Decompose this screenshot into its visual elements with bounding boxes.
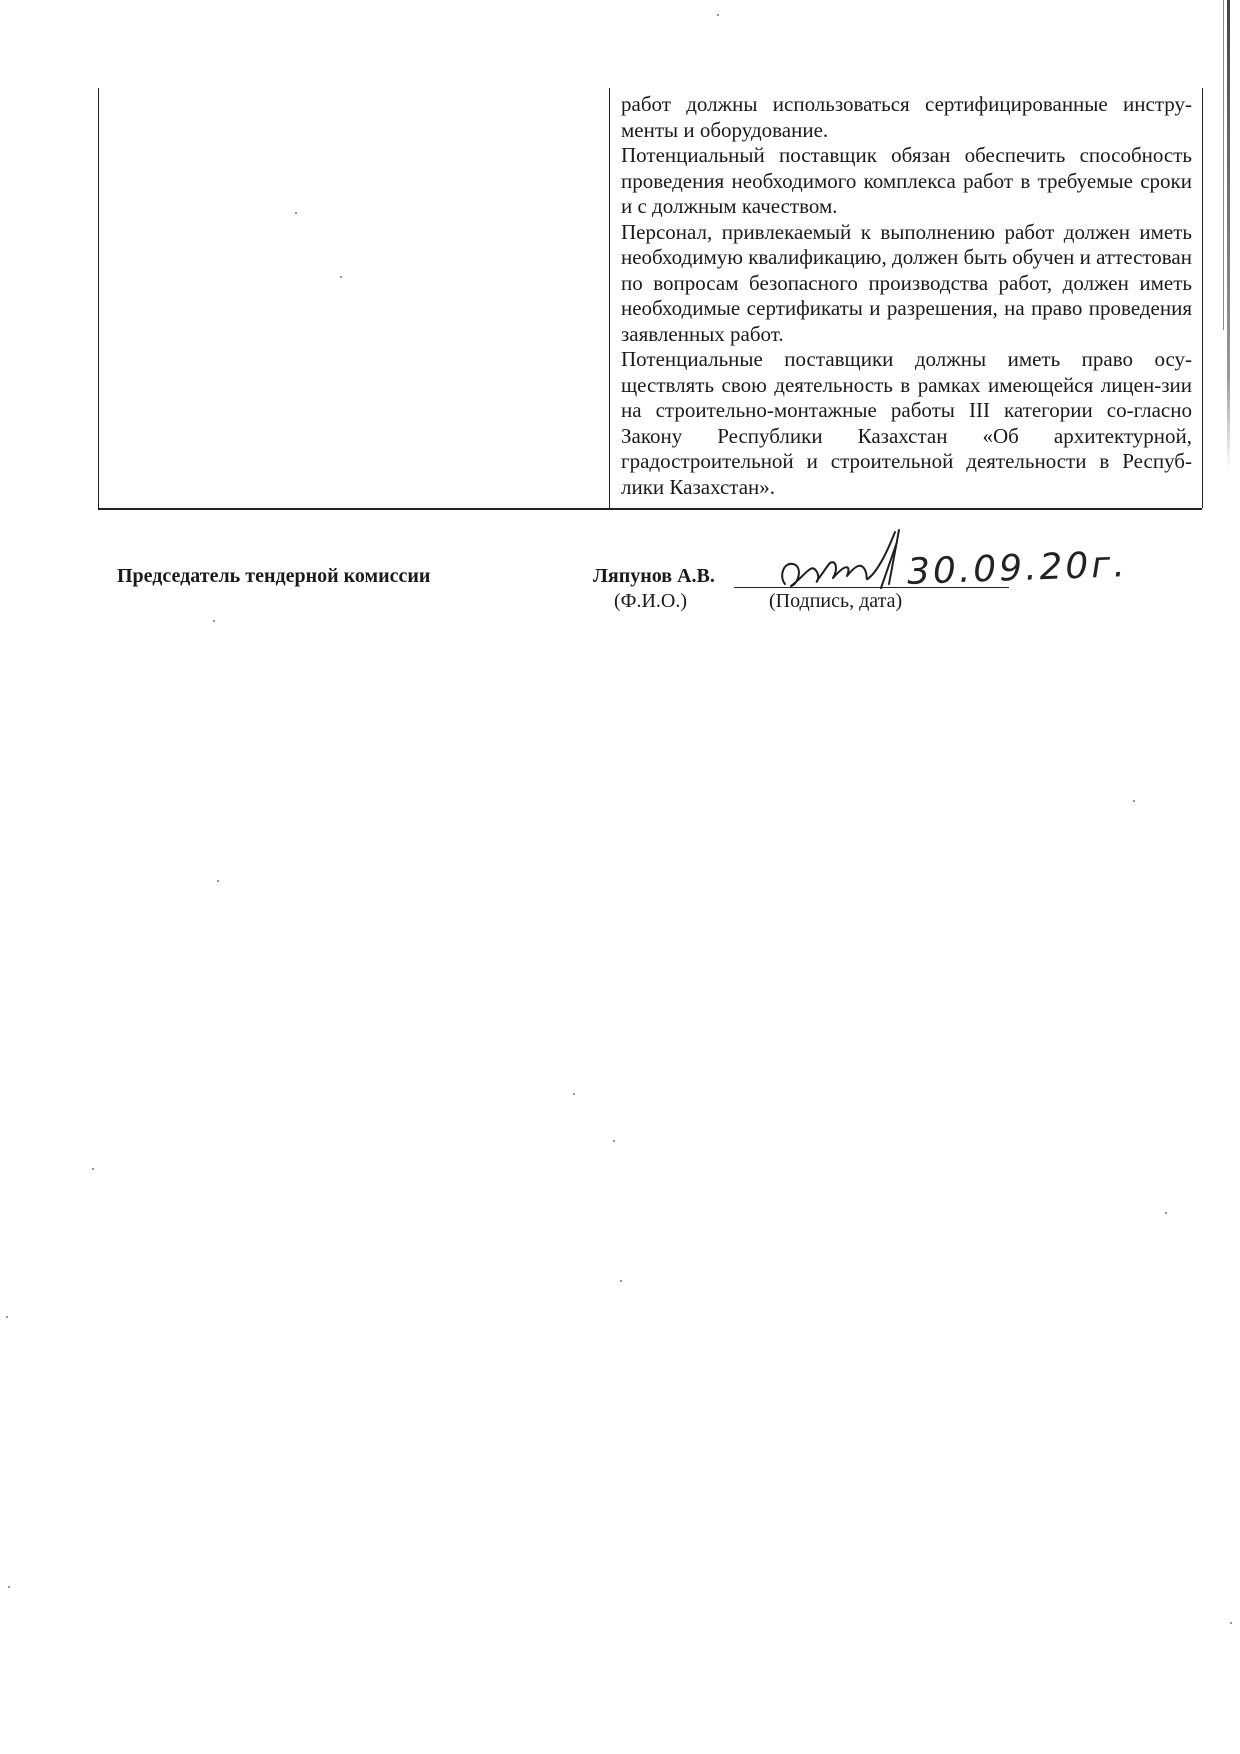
paragraph-certified-tools: работ должны использоваться сертифицированные инстру-менты и оборудование. [621,92,1192,142]
scan-speck [613,1140,615,1142]
scan-speck [6,1316,8,1318]
scan-speck [213,620,215,622]
scan-edge-shadow [1227,0,1230,470]
scan-speck [717,14,719,16]
scan-edge-line [1223,0,1224,330]
scan-speck [620,1280,622,1282]
handwritten-date: 30.09.20г. [906,544,1129,593]
scan-speck [1165,1212,1167,1214]
signature-caption: (Подпись, дата) [769,590,903,612]
chair-title: Председатель тендерной комиссии [117,565,431,587]
scan-speck [8,1586,10,1588]
requirements-table [98,88,1202,510]
scan-speck [295,212,297,214]
scan-speck [92,1168,94,1170]
scan-speck [1230,1622,1232,1624]
name-caption: (Ф.И.О.) [614,590,688,612]
scan-speck [573,1093,575,1095]
chair-name: Ляпунов А.В. [593,565,715,587]
scan-speck [1133,800,1135,802]
paragraph-supplier-capability: Потенциальный поставщик обязан обеспечить способность проведения необходимого комплекса работ в требуемые сроки и с должным качеством. [621,143,1192,218]
signature-block [117,544,1129,620]
requirements-cell [609,88,1203,508]
scan-speck [340,276,342,278]
paragraph-personnel-qualification: Персонал, привлекаемый к выполнению работ должен иметь необходимую квалификацию, должен быть обучен и аттестован по вопросам безопасного производства работ, должен иметь необходимые сертификаты и разрешения, на право проведения заявленных работ. [621,219,1192,346]
paragraph-license-requirement: Потенциальные поставщики должны иметь право осу-ществлять свою деятельность в рамках имеющейся лицен-зии на строительно-монтажные работы III категории со-гласно Закону Республики Казахстан «Об архитектурной, градостроительной и строительной деятельности в Респуб-лики Казахстан». [621,347,1192,499]
scan-speck [217,880,219,882]
